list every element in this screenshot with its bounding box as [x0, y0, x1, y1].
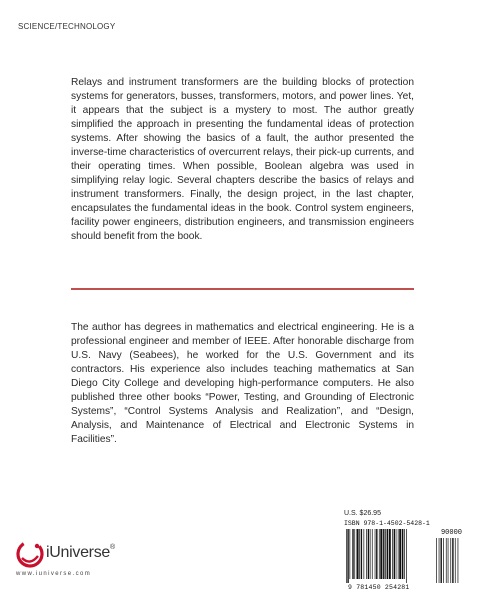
isbn-label: ISBN 978-1-4502-5428-1: [344, 520, 430, 527]
barcode-bar: [394, 529, 395, 579]
barcode-bar: [396, 529, 397, 579]
barcode-addon-bar: [446, 538, 447, 583]
barcode-bar: [379, 529, 380, 579]
barcode-bar: [399, 529, 401, 579]
barcode-addon-bar: [436, 538, 437, 583]
barcode-ean-number: 9 781450 254281: [348, 584, 410, 591]
barcode-addon-number: 90000: [440, 529, 462, 537]
barcode-addon-bar: [441, 538, 442, 583]
barcode-addon-bar: [448, 538, 449, 583]
barcode-bar: [398, 529, 399, 579]
barcode-addon-bar: [443, 538, 444, 583]
barcode-addon-bar: [458, 538, 459, 583]
barcode-bar: [385, 529, 386, 579]
section-divider: [71, 288, 414, 290]
barcode-bar: [380, 529, 382, 579]
iuniverse-logo-icon: [16, 540, 44, 568]
barcode-icon: [344, 529, 462, 587]
registered-mark: ®: [110, 544, 115, 551]
barcode-bar: [389, 529, 391, 579]
barcode-bar: [350, 529, 351, 579]
barcode-block: [344, 510, 462, 592]
barcode-bar: [392, 529, 393, 579]
barcode-bar: [364, 529, 365, 579]
book-description: Relays and instrument transformers are the building blocks of protection systems for generators, busses, transformers, motors, and power lines. Yet, it appears that the subject is a mystery to most. The author greatly simplified the approach in presenting the fundamental ideas of protection systems. After showing the basics of a fault, the author presented the inverse-time characteristics of overcurrent relays, their pick-up currents, and their operating times. When possible, Boolean algebra was used in simplifying relay logic. Several chapters describe the basics of relays and instrument transformers. Finally, the design project, in the last chapter, encapsulates the fundamental ideas in the book. Control system engineers, facility power engineers, distribution engineers, and transmission engineers should benefit from the book.: [71, 77, 414, 242]
publisher-name: iUniverse: [46, 544, 110, 561]
barcode-bar: [402, 529, 403, 579]
barcode-bar: [368, 529, 369, 579]
barcode-addon-bar: [450, 538, 451, 583]
barcode-bar: [404, 529, 405, 579]
barcode-bar: [370, 529, 371, 579]
barcode-addon-bar: [439, 538, 440, 583]
barcode-bar: [406, 529, 407, 583]
barcode-bar: [372, 529, 373, 579]
barcode-bar: [352, 529, 353, 579]
barcode-bar: [346, 529, 347, 583]
barcode-bar: [357, 529, 359, 579]
barcode-bar: [359, 529, 360, 579]
author-bio: The author has degrees in mathematics and electrical engineering. He is a professional engineer and member of IEEE. After honorable discharge from U.S. Navy (Seabees), he worked for the U.S. Government and its contractors. His experience also includes teaching mathematics at San Diego City College and developing high-performance computers. He also published three other books “Power, Testing, and Grounding of Electronic Systems”, “Control Systems Analysis and Realization”, and “Design, Analysis, and Maintenance of Electrical and Electronic Systems in Facilities”.: [71, 322, 414, 445]
barcode-bar: [347, 529, 348, 583]
barcode-bar: [376, 529, 377, 579]
barcode-bar: [366, 529, 367, 579]
category-label: SCIENCE/TECHNOLOGY: [18, 22, 116, 31]
barcode-bar: [354, 529, 355, 579]
barcode-bar: [375, 529, 376, 579]
price-label: U.S. $26.95: [344, 510, 381, 517]
barcode-bar: [387, 529, 388, 579]
barcode-bar: [383, 529, 384, 579]
barcode-addon-bar: [455, 538, 456, 583]
barcode-bar: [361, 529, 362, 579]
barcode-addon-bar: [452, 538, 453, 583]
publisher-url: www.iuniverse.com: [16, 571, 92, 577]
